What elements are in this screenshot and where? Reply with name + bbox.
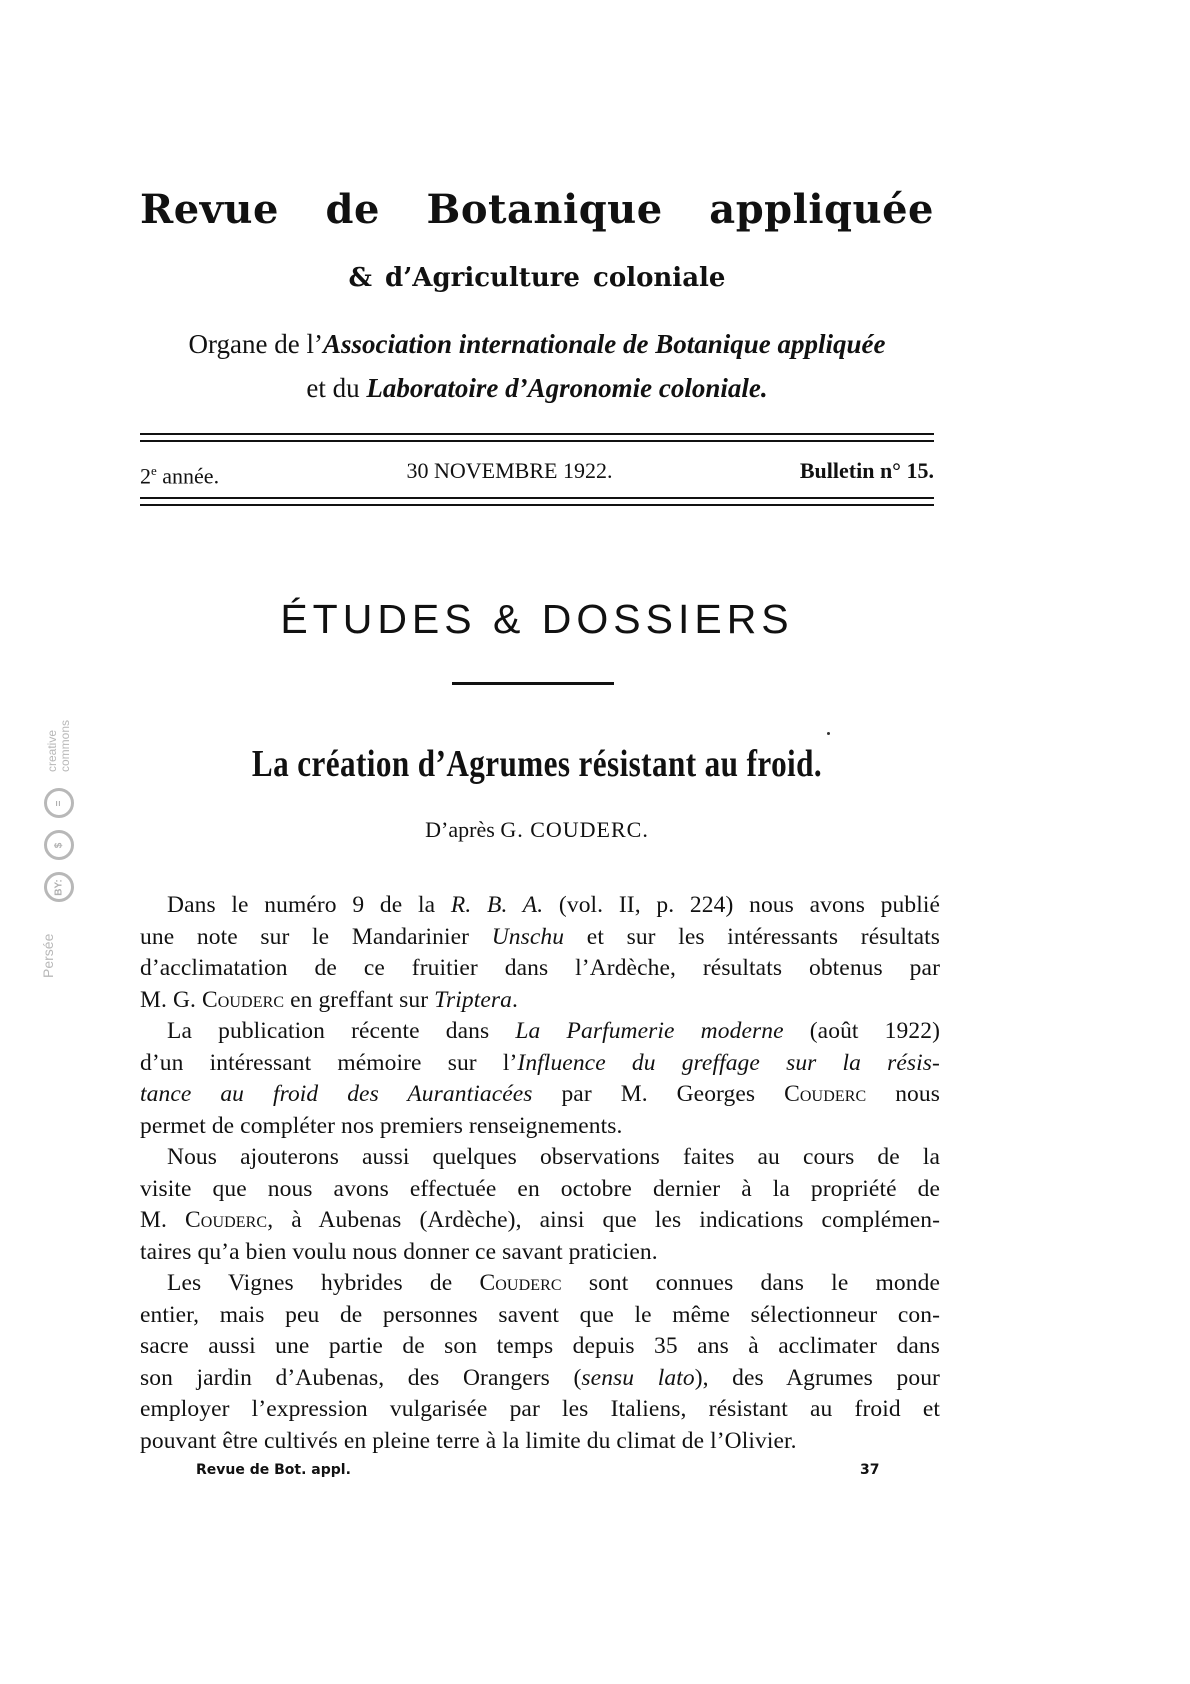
body-line [140,922,940,954]
text-run: entier, mais peu de personnes savent que le même sélectionneur con- [140,1301,940,1328]
small-caps-text: Couderc [201,986,285,1013]
body-line [140,1426,940,1458]
text-run: . [512,986,519,1013]
byline-prefix: D’après [425,817,501,842]
body-line [140,1331,940,1363]
double-rule-bottom [140,497,934,506]
byline-author: G. COUDERC. [500,817,649,842]
issue-year-label: année. [156,463,220,489]
cc-nc-label: $ [53,842,65,848]
text-run: permet de compléter nos premiers renseignements. [140,1112,623,1139]
cc-nd-label: = [53,800,65,806]
text-run: M. [140,1207,186,1233]
issue-year-number: 2 [140,463,151,489]
small-caps-text: Couderc [185,1207,268,1233]
body-line [140,1300,940,1332]
body-line [140,1174,940,1206]
small-caps-text: Couderc [479,1270,562,1296]
organ-laboratory: Laboratoire d’Agronomie coloniale. [366,373,768,403]
double-rule-top [140,433,934,442]
section-divider [452,682,614,685]
text-run: et sur les intéressants résultats [564,923,940,950]
body-line [140,985,940,1017]
organ-prefix: et du [306,373,367,403]
body-line [140,1111,940,1143]
organ-association: Association internationale de Botanique appliquée [322,329,886,359]
print-speck [827,732,830,735]
italic-text: Influence du greffage sur la résis- [517,1049,940,1076]
text-run: une note sur le Mandarinier [140,923,492,950]
journal-title-word: Botanique [426,186,663,233]
small-caps-text: Couderc [784,1081,867,1107]
issue-info-row [140,457,934,490]
text-run: taires qu’a bien voulu nous donner ce savant praticien. [140,1238,658,1265]
text-run: ), des Agrumes pour [694,1364,940,1391]
italic-text: Unschu [491,923,565,950]
section-heading: ÉTUDES & DOSSIERS [280,596,794,642]
text-run: Dans le numéro 9 de la [167,892,451,918]
journal-title-word: Revue [140,186,279,233]
italic-text: La Parfumerie moderne [515,1018,784,1044]
issue-year [140,457,219,490]
text-run: par M. Georges [532,1081,785,1107]
journal-subtitle: & d’Agriculture coloniale [348,263,726,293]
body-line [140,1016,940,1048]
text-run: pouvant être cultivés en pleine terre à la limite du climat de l’Olivier. [140,1427,797,1454]
italic-text: R. B. A. [450,892,544,918]
body-line [140,1268,940,1300]
italic-text: sensu lato [581,1364,695,1391]
text-run: en greffant sur [284,986,435,1013]
organ-prefix: Organe de l’ [188,329,323,359]
journal-title-word: de [325,186,380,233]
article-body [140,890,940,1457]
text-run: sacre aussi une partie de son temps depuis 35 ans à acclimater dans [140,1333,940,1359]
byline [140,816,934,844]
cc-by-icon [44,872,74,902]
text-run: (vol. II, p. 224) nous avons publié [543,892,940,918]
italic-text: tance au froid des Aurantiacées [140,1081,533,1107]
issue-year-sup: e [151,463,157,478]
text-run: visite que nous avons effectuée en octobre dernier à la propriété de [140,1175,940,1202]
article-title: La création d’Agrumes résistant au froid. [251,743,823,785]
text-run: nous [866,1081,940,1107]
persee-label: Persée [40,933,56,978]
body-line [140,1363,940,1395]
bulletin-number: Bulletin n° 15. [799,458,934,483]
cc-by-label: BY: [53,878,65,896]
organ-line-2 [140,372,934,404]
cc-noncommercial-icon [44,830,74,860]
text-run: Les Vignes hybrides de [167,1270,480,1296]
body-line [140,1237,940,1269]
italic-text: Triptera [434,986,513,1013]
creative-commons-label: creative commons [45,719,72,772]
text-run: d’acclimatation de ce fruitier dans l’Ardèche, résultats obtenus par [140,955,940,981]
body-line [140,1142,940,1174]
body-line [140,953,940,985]
page-number: 37 [860,1462,880,1478]
cc-noderivatives-icon [44,788,74,818]
text-run: (août 1922) [783,1018,941,1044]
text-run: La publication récente dans [167,1018,516,1044]
body-line [140,1048,940,1080]
journal-title [140,186,934,234]
text-run: Nous ajouterons aussi quelques observations faites au cours de la [167,1144,940,1170]
text-run: d’un intéressant mémoire sur l’ [140,1049,518,1076]
body-line [140,1394,940,1426]
text-run: son jardin d’Aubenas, des Orangers ( [140,1364,582,1391]
journal-title-word: appliquée [709,186,934,233]
running-footer-title: Revue de Bot. appl. [196,1462,351,1478]
body-line [140,1079,940,1111]
text-run: sont connues dans le monde [561,1270,941,1296]
text-run: , à Aubenas (Ardèche), ainsi que les indications complémen- [267,1207,941,1233]
text-run: employer l’expression vulgarisée par les Italiens, résistant au froid et [140,1396,940,1422]
body-line [140,1205,940,1237]
organ-line-1 [140,328,934,360]
body-line [140,890,940,922]
issue-date: 30 NOVEMBRE 1922. [406,458,613,483]
text-run: M. G. [140,986,202,1013]
persee-cc-watermark[interactable] [34,712,78,978]
